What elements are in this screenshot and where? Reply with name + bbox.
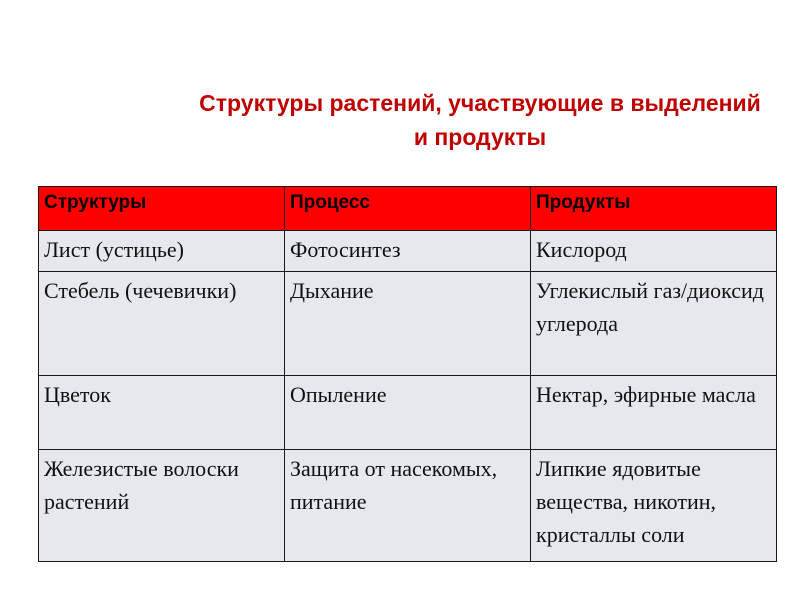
table-cell: Липкие ядовитые вещества, никотин, кристаллы соли [531, 450, 777, 562]
column-header-structures: Структуры [39, 187, 285, 231]
table-cell: Железистые волоски растений [39, 450, 285, 562]
table-cell: Опыление [285, 376, 531, 450]
table-cell: Лист (устицье) [39, 231, 285, 272]
data-table [38, 186, 777, 562]
table-cell: Фотосинтез [285, 231, 531, 272]
table-cell: Нектар, эфирные масла [531, 376, 777, 450]
table-cell: Кислород [531, 231, 777, 272]
table-header-row [39, 187, 777, 231]
table-cell: Цветок [39, 376, 285, 450]
table-row [39, 450, 777, 562]
table-cell: Дыхание [285, 272, 531, 376]
column-header-process: Процесс [285, 187, 531, 231]
table-row [39, 231, 777, 272]
column-header-products: Продукты [531, 187, 777, 231]
table-row [39, 376, 777, 450]
page-title: Структуры растений, участвующие в выделений и продукты [199, 90, 761, 150]
table-cell: Защита от насекомых, питание [285, 450, 531, 562]
table-row [39, 272, 777, 376]
table-cell: Углекислый газ/диоксид углерода [531, 272, 777, 376]
table-cell: Стебель (чечевички) [39, 272, 285, 376]
